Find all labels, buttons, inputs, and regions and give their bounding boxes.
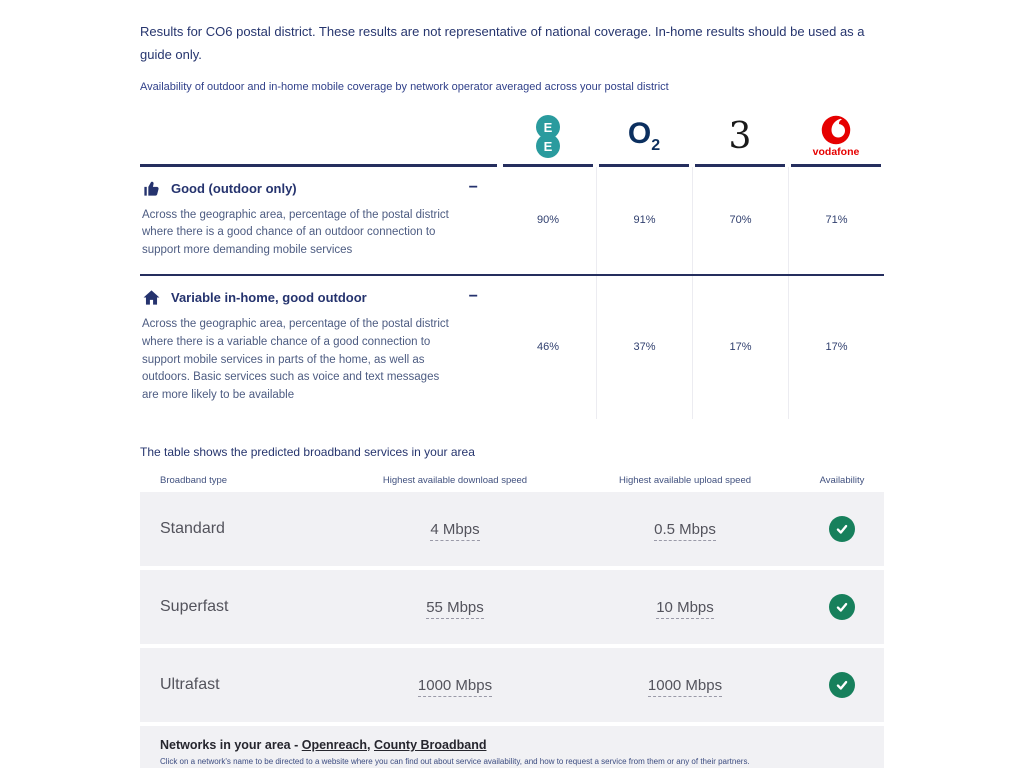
house-icon bbox=[142, 288, 161, 307]
col-upload-speed: Highest available upload speed bbox=[618, 475, 752, 486]
networks-footer bbox=[140, 726, 884, 768]
availability-cell bbox=[800, 594, 884, 620]
available-check-icon bbox=[829, 516, 855, 542]
vodafone-wordmark: vodafone bbox=[812, 146, 860, 158]
col-broadband-type: Broadband type bbox=[160, 475, 228, 486]
vodafone-mark-icon bbox=[821, 115, 851, 145]
thumbs-up-icon bbox=[142, 179, 161, 198]
broadband-row-ultrafast bbox=[140, 648, 884, 722]
coverage-row-variable-inhome bbox=[140, 276, 884, 419]
mobile-coverage-table bbox=[140, 107, 884, 420]
openreach-link[interactable]: Openreach bbox=[301, 738, 368, 752]
networks-footer-note: Click on a network's name to be directed to a website where you can find out about service availability, and how to request a service from them or any of their partners. bbox=[160, 757, 750, 766]
col-download-speed: Highest available download speed bbox=[382, 475, 528, 486]
collapse-button[interactable]: − bbox=[468, 179, 478, 196]
coverage-value-ee: 46% bbox=[536, 341, 560, 354]
ee-logo-bottom-letter: E bbox=[536, 134, 560, 158]
collapse-button[interactable]: − bbox=[468, 288, 478, 306]
coverage-value-three: 70% bbox=[692, 167, 788, 274]
availability-cell bbox=[800, 516, 884, 542]
three-logo: 3 bbox=[692, 107, 788, 167]
upload-speed: 10 Mbps bbox=[570, 599, 800, 616]
coverage-value-o2: 91% bbox=[596, 167, 692, 274]
coverage-row-description: Across the geographic area, percentage of the postal district where there is a good chance of an outdoor connection to support more demanding mobile services bbox=[142, 208, 449, 257]
download-speed: 4 Mbps bbox=[340, 521, 570, 538]
coverage-value-three: 17% bbox=[692, 276, 788, 419]
col-availability: Availability bbox=[819, 475, 865, 486]
coverage-value-vodafone: 71% bbox=[788, 167, 884, 274]
coverage-value-o2: 37% bbox=[596, 276, 692, 419]
coverage-row-title: Variable in-home, good outdoor bbox=[171, 289, 367, 305]
broadband-header-row bbox=[140, 469, 884, 492]
available-check-icon bbox=[829, 672, 855, 698]
broadband-type: Superfast bbox=[160, 598, 229, 615]
available-check-icon bbox=[829, 594, 855, 620]
coverage-row-title: Good (outdoor only) bbox=[171, 180, 297, 196]
availability-cell bbox=[800, 672, 884, 698]
coverage-row-good-outdoor bbox=[140, 167, 884, 276]
results-intro-text: Results for CO6 postal district. These results are not representative of national coverage. In-home results should be used as a guide only. bbox=[140, 24, 865, 62]
broadband-type: Ultrafast bbox=[160, 676, 220, 693]
networks-in-area-line: Networks in your area - Openreach, County Broadband bbox=[160, 738, 487, 752]
broadband-row-superfast bbox=[140, 570, 884, 644]
ee-logo-top-letter: E bbox=[536, 115, 560, 139]
download-speed: 55 Mbps bbox=[340, 599, 570, 616]
county-broadband-link[interactable]: County Broadband bbox=[373, 738, 487, 752]
operator-header-spacer bbox=[140, 107, 500, 167]
broadband-row-standard bbox=[140, 492, 884, 566]
vodafone-logo bbox=[788, 107, 884, 167]
mobile-availability-subtitle: Availability of outdoor and in-home mobile coverage by network operator averaged across your postal district bbox=[140, 80, 669, 93]
broadband-type: Standard bbox=[160, 520, 225, 537]
broadband-intro-text: The table shows the predicted broadband services in your area bbox=[140, 445, 475, 459]
upload-speed: 1000 Mbps bbox=[570, 677, 800, 694]
ee-logo bbox=[500, 107, 596, 167]
download-speed: 1000 Mbps bbox=[340, 677, 570, 694]
coverage-value-vodafone: 17% bbox=[788, 276, 884, 419]
coverage-value-ee: 90% bbox=[536, 214, 560, 227]
operator-header-row bbox=[140, 107, 884, 167]
coverage-row-description: Across the geographic area, percentage of the postal district where there is a variable chance of a good connection to support mobile services in parts of the home, as well as outdoors. Basic services such as voice and text messages are more likely to be available bbox=[142, 317, 449, 402]
o2-logo: $O_2$ bbox=[596, 107, 692, 167]
upload-speed: 0.5 Mbps bbox=[570, 521, 800, 538]
